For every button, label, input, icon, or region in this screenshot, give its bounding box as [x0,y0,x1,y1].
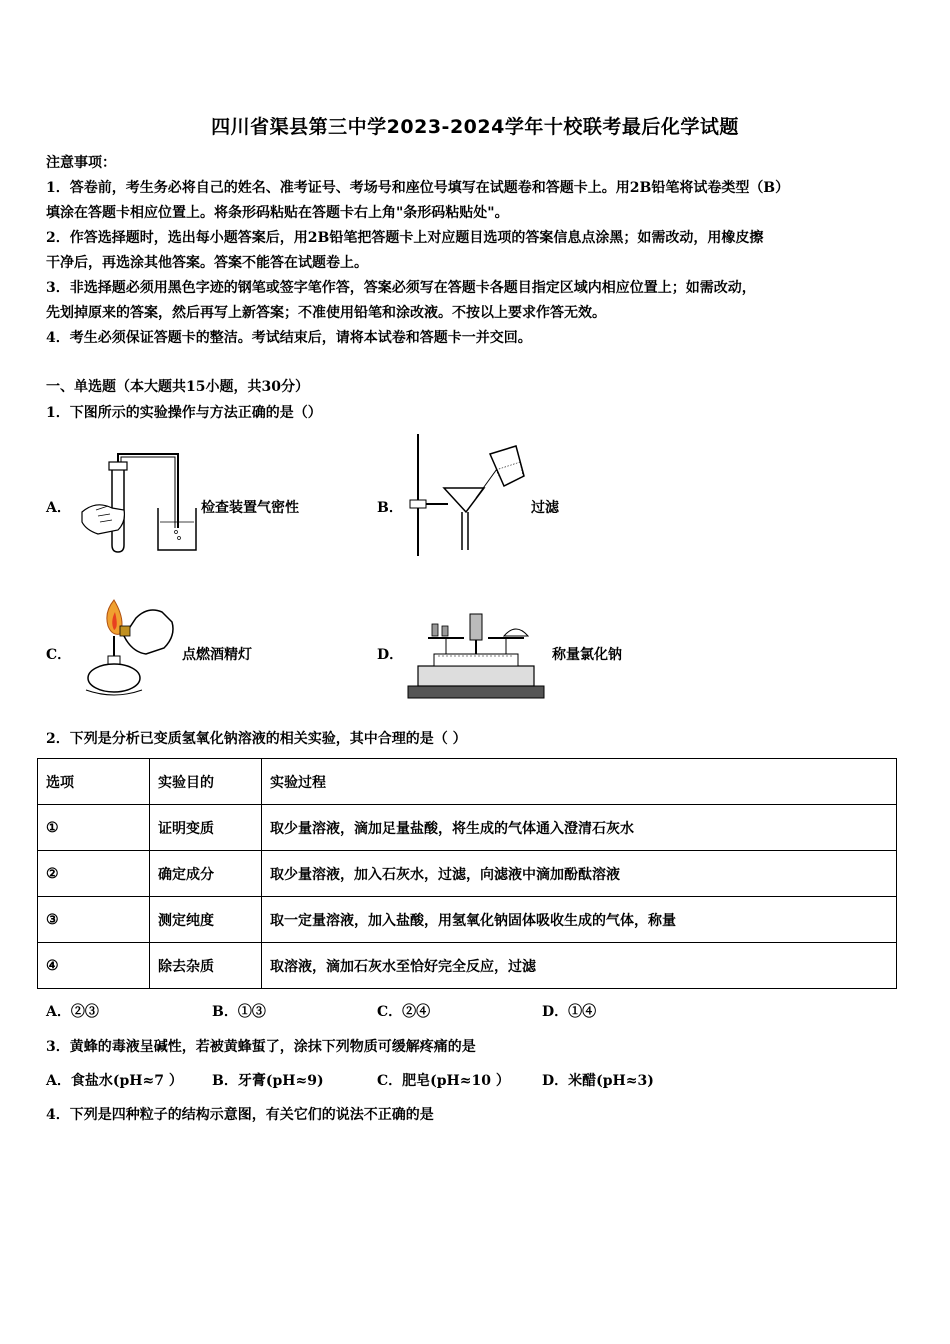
table-cell: 取一定量溶液，加入盐酸，用氢氧化钠固体吸收生成的气体，称量 [262,897,897,943]
notes-line: 干净后，再选涂其他答案。答案不能答在试题卷上。 [46,255,368,271]
table-cell: 取溶液，滴加石灰水至恰好完全反应，过滤 [262,943,897,989]
q2-answer-b: B．①③ [212,1004,266,1020]
q2-answer-c: C．②④ [377,1004,431,1020]
alcohol-lamp-figure [76,596,180,700]
q1-option-c-letter: C． [46,647,72,663]
balance-figure [404,610,548,702]
table-row [38,805,897,851]
table-cell: 除去杂质 [150,943,262,989]
q1-option-a-label: 检查装置气密性 [201,500,299,516]
notes-line: 先划掉原来的答案，然后再写上新答案；不准使用铅笔和涂改液。不按以上要求作答无效。 [46,305,606,321]
table-header-cell: 实验过程 [262,759,897,805]
filtration-figure [404,432,530,558]
notes-line: 填涂在答题卡相应位置上。将条形码粘贴在答题卡右上角"条形码粘贴处"。 [46,205,509,221]
q1-option-d-letter: D． [377,647,404,663]
table-row [38,943,897,989]
q3-stem: 3．黄蜂的毒液呈碱性，若被黄蜂蜇了，涂抹下列物质可缓解疼痛的是 [46,1039,476,1055]
q3-answer-b: B．牙膏(pH≈9) [212,1073,324,1089]
airtight-check-figure [78,450,200,558]
table-cell: ③ [38,897,150,943]
q2-stem: 2．下列是分析已变质氢氧化钠溶液的相关实验，其中合理的是（ ） [46,731,467,747]
q1-option-a-letter: A． [46,500,71,516]
q2-table [37,758,897,989]
table-row [38,897,897,943]
table-cell: 取少量溶液，滴加足量盐酸，将生成的气体通入澄清石灰水 [262,805,897,851]
q3-answer-c: C．肥皂(pH≈10 ） [377,1073,510,1089]
notes-line: 4．考生必须保证答题卡的整洁。考试结束后，请将本试卷和答题卡一并交回。 [46,330,532,346]
notes-line: 2．作答选择题时，选出每小题答案后，用2B铅笔把答题卡上对应题目选项的答案信息点涂黑；如需改动，用橡皮擦 [46,230,764,246]
q2-answer-a: A．②③ [46,1004,99,1020]
q1-option-d-label: 称量氯化钠 [552,647,622,663]
page-title: 四川省渠县第三中学2023-2024学年十校联考最后化学试题 [211,116,739,138]
q4-stem: 4．下列是四种粒子的结构示意图，有关它们的说法不正确的是 [46,1107,434,1123]
table-header-cell: 实验目的 [150,759,262,805]
q2-answer-d: D．①④ [542,1004,597,1020]
table-row [38,851,897,897]
table-cell: 证明变质 [150,805,262,851]
q1-option-b-label: 过滤 [531,500,559,516]
table-header-cell: 选项 [38,759,150,805]
section-heading: 一、单选题（本大题共15小题，共30分） [46,379,309,395]
notes-line: 3．非选择题必须用黑色字迹的钢笔或签字笔作答，答案必须写在答题卡各题目指定区域内相应位置上；如需改动， [46,280,756,296]
q3-answer-d: D．米醋(pH≈3) [542,1073,654,1089]
q3-answer-a: A．食盐水(pH≈7 ） [46,1073,183,1089]
table-cell: 取少量溶液，加入石灰水，过滤，向滤液中滴加酚酞溶液 [262,851,897,897]
table-cell: ④ [38,943,150,989]
table-cell: 测定纯度 [150,897,262,943]
notes-line: 1．答卷前，考生务必将自己的姓名、准考证号、考场号和座位号填写在试题卷和答题卡上。用2B铅笔将试卷类型（B） [46,180,790,196]
table-header-row [38,759,897,805]
notes-heading: 注意事项： [46,155,116,171]
table-cell: ① [38,805,150,851]
q1-option-c-label: 点燃酒精灯 [182,647,252,663]
table-cell: ② [38,851,150,897]
table-cell: 确定成分 [150,851,262,897]
notes-block [46,151,906,351]
q1-stem: 1．下图所示的实验操作与方法正确的是（） [46,405,322,421]
q1-option-b-letter: B． [377,500,403,516]
